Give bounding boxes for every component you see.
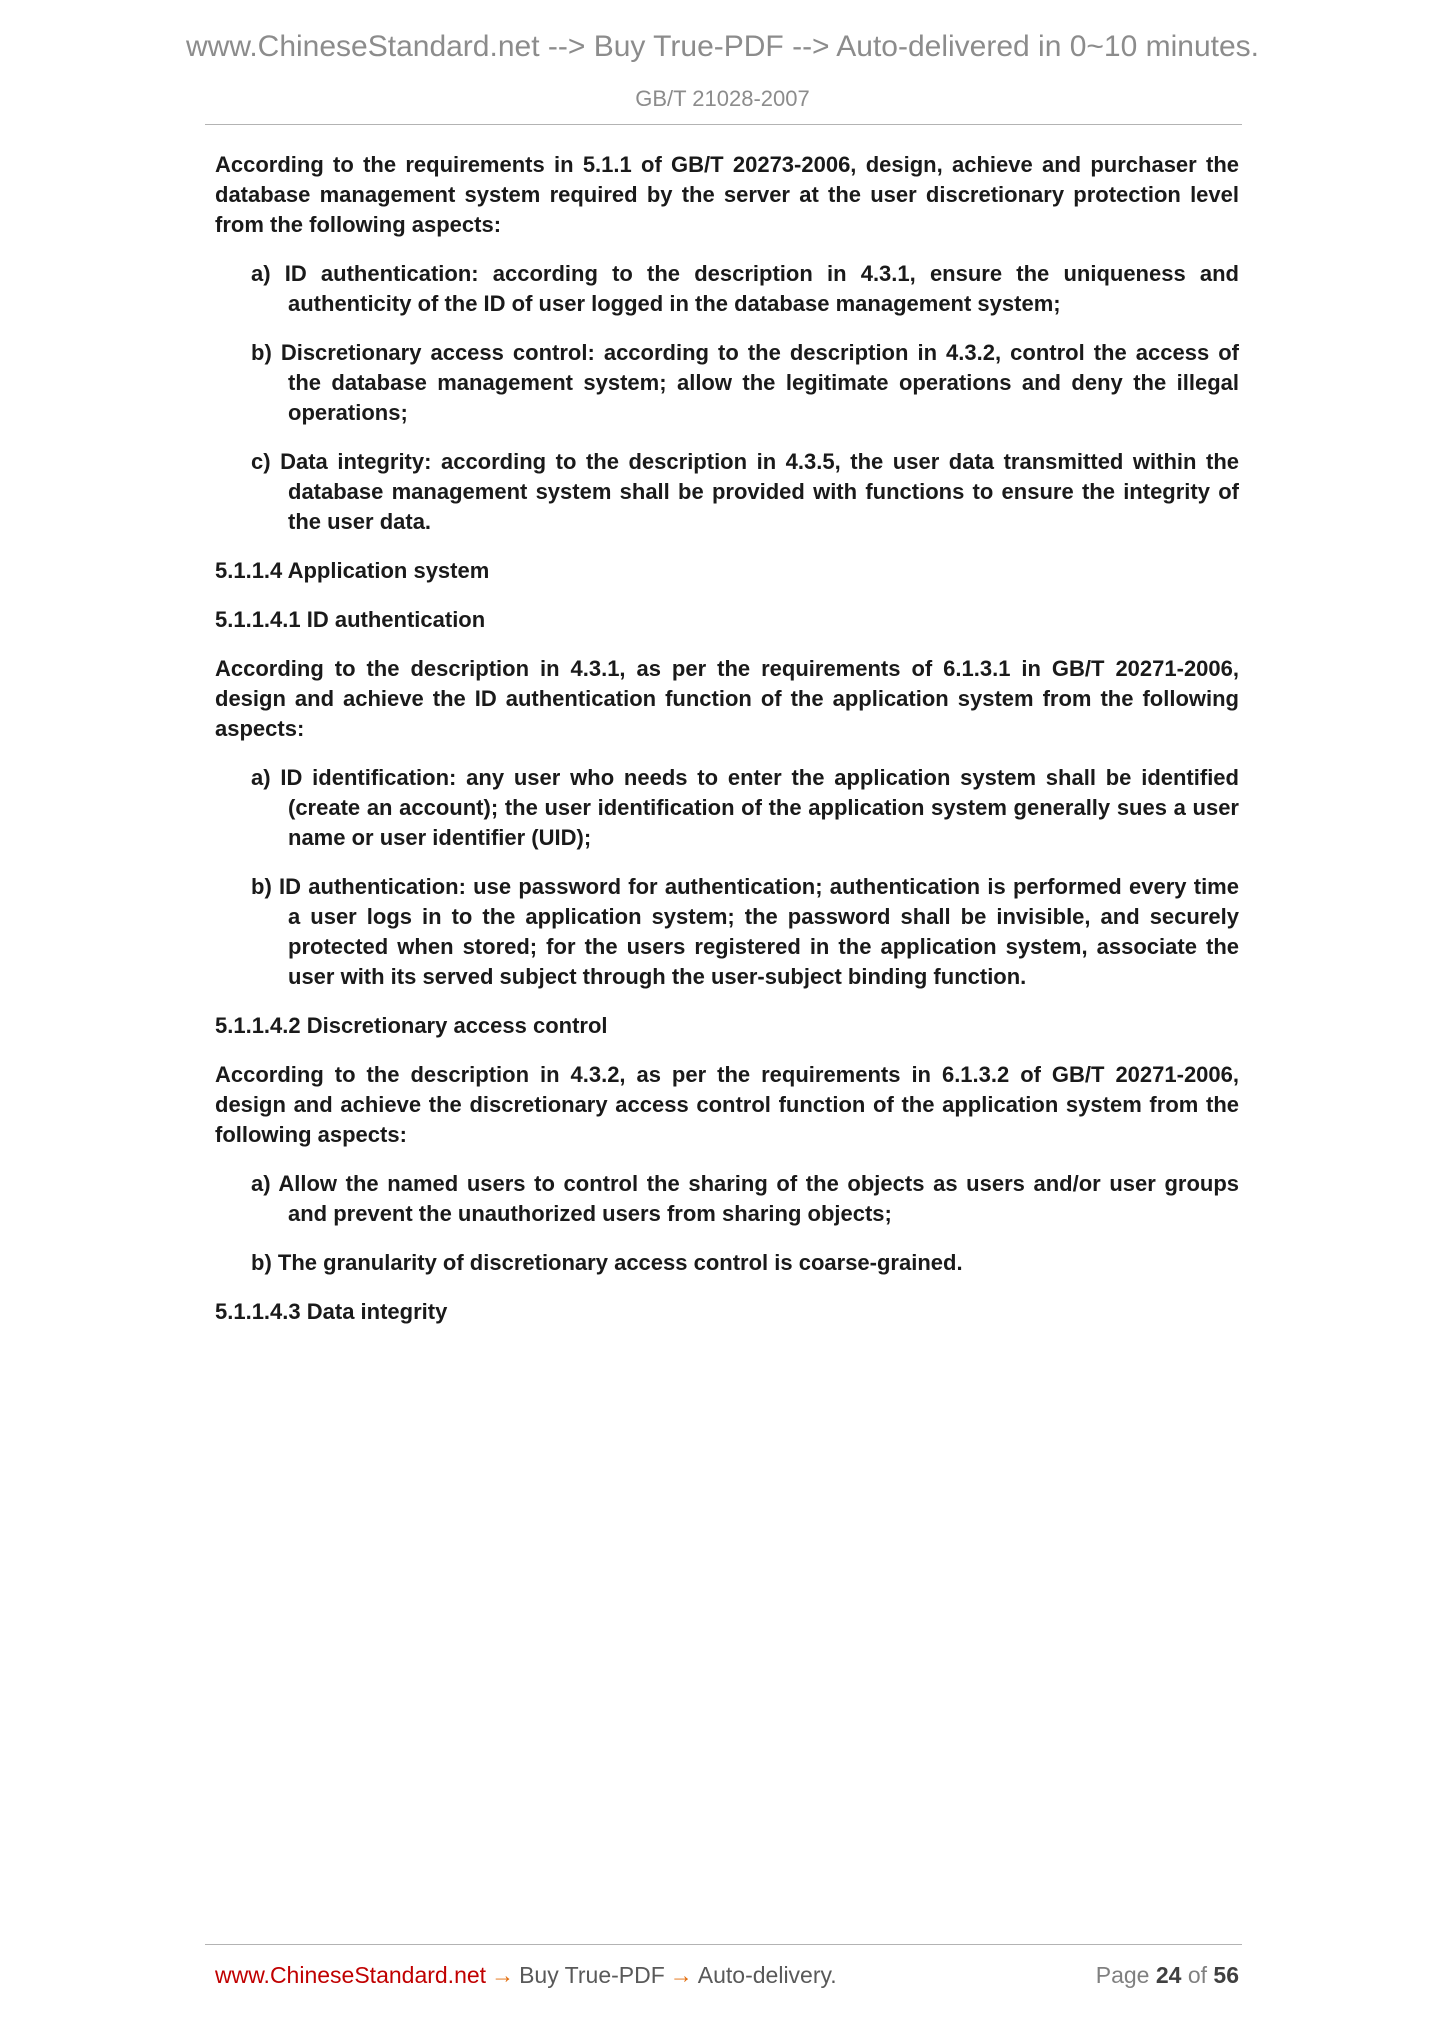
paragraph-intro-id-auth: According to the description in 4.3.1, as per the requirements of 6.1.3.1 in GB/T 20271-2006, design and achieve the ID authentication function of the application system from the following aspects:	[215, 656, 1239, 741]
list-item-text: Allow the named users to control the sharing of the objects as users and/or user groups and prevent the unauthorized users from sharing objects;	[278, 1171, 1239, 1226]
section-heading-application-system: 5.1.1.4 Application system	[215, 558, 490, 583]
footer-delivery-label: Auto-delivery.	[697, 1962, 837, 1988]
arrow-icon: →	[491, 1962, 515, 1988]
list-item-label: c)	[251, 449, 271, 474]
list-item	[215, 1169, 1239, 1229]
footer-divider	[205, 1944, 1242, 1945]
list-item	[215, 872, 1239, 992]
page-footer	[215, 1962, 1239, 1989]
section-heading-discretionary-access-control: 5.1.1.4.2 Discretionary access control	[215, 1013, 608, 1038]
list-item-label: a)	[251, 1171, 271, 1196]
arrow-icon: →	[669, 1962, 693, 1988]
list-item	[215, 338, 1239, 428]
page-total: 56	[1213, 1962, 1239, 1988]
document-body	[215, 150, 1239, 1346]
list-item-label: b)	[251, 1250, 272, 1275]
list-item	[215, 763, 1239, 853]
footer-site-link[interactable]: www.ChineseStandard.net	[215, 1962, 487, 1988]
list-item-text: ID authentication: according to the description in 4.3.1, ensure the uniqueness and authenticity of the ID of user logged in the database management system;	[284, 261, 1239, 316]
header-banner: www.ChineseStandard.net --> Buy True-PDF --> Auto-delivered in 0~10 minutes.	[185, 30, 1260, 63]
footer-left	[215, 1962, 837, 1989]
list-item-text: Data integrity: according to the description in 4.3.5, the user data transmitted within the database management system shall be provided with functions to ensure the integrity of the user data.	[280, 449, 1239, 534]
list-item	[215, 1248, 1239, 1278]
list-item-text: The granularity of discretionary access control is coarse-grained.	[277, 1250, 963, 1275]
list-item-text: ID identification: any user who needs to enter the application system shall be identified (create an account); the user identification of the application system generally sues a user name or user identifier (UID);	[280, 765, 1239, 850]
paragraph-intro-dbms: According to the requirements in 5.1.1 of GB/T 20273-2006, design, achieve and purchaser the database management system required by the server at the user discretionary protection level from the following aspects:	[215, 152, 1239, 237]
list-item	[215, 447, 1239, 537]
footer-buy-label: Buy True-PDF	[519, 1962, 665, 1988]
section-heading-data-integrity: 5.1.1.4.3 Data integrity	[215, 1299, 448, 1324]
page-current: 24	[1155, 1962, 1182, 1988]
document-number: GB/T 21028-2007	[635, 86, 810, 111]
list-item-label: a)	[251, 261, 271, 286]
page-indicator	[1096, 1962, 1239, 1989]
list-item-label: b)	[251, 340, 272, 365]
list-item-text: Discretionary access control: according to the description in 4.3.2, control the access of the database management system; allow the legitimate operations and deny the illegal operations;	[280, 340, 1239, 425]
section-heading-id-authentication: 5.1.1.4.1 ID authentication	[215, 607, 486, 632]
paragraph-intro-dac: According to the description in 4.3.2, as per the requirements in 6.1.3.2 of GB/T 20271-2006, design and achieve the discretionary access control function of the application system from the following aspects:	[215, 1062, 1239, 1147]
of-label: of	[1187, 1962, 1208, 1988]
list-item-label: a)	[251, 765, 271, 790]
list-item-label: b)	[251, 874, 272, 899]
list-item-text: ID authentication: use password for authentication; authentication is performed every time a user logs in to the application system; the password shall be invisible, and securely protected when stored; for the users registered in the application system, associate the user with its served subject through the user-subject binding function.	[279, 874, 1239, 989]
list-item	[215, 259, 1239, 319]
header-divider	[205, 124, 1242, 125]
page-label: Page	[1095, 1962, 1150, 1988]
